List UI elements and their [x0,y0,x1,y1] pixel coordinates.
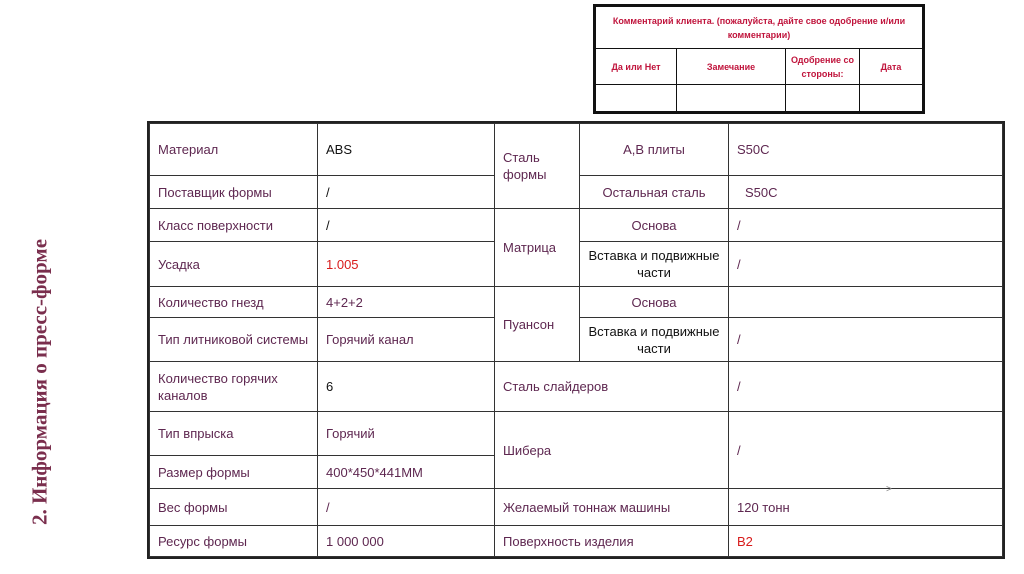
tonnage-label: Желаемый тоннаж машины [495,489,729,526]
other-steel-label: Остальная сталь [580,176,729,209]
mold-size-value: 400*450*441ММ [318,456,495,489]
punch-label: Пуансон [495,287,580,362]
mold-life-label: Ресурс формы [150,526,318,557]
ab-plates-value: S50C [729,124,1003,176]
matrix-base-value: / [729,209,1003,242]
surface-class-value: / [318,209,495,242]
col-approval: Одобрение со стороны: [786,49,860,85]
cell-approval-input[interactable] [786,85,860,112]
gates-label: Шибера [495,412,729,489]
surface-label: Поверхность изделия [495,526,729,557]
gates-value: / [729,412,1003,489]
mold-weight-label: Вес формы [150,489,318,526]
mold-life-value: 1 000 000 [318,526,495,557]
supplier-label: Поставщик формы [150,176,318,209]
arrow-mark-icon: ˃ [886,484,892,495]
surface-class-label: Класс поверхности [150,209,318,242]
material-value: ABS [318,124,495,176]
material-label: Материал [150,124,318,176]
hot-channels-label: Количество горячих каналов [150,362,318,412]
injection-type-value: Горячий [318,412,495,456]
tonnage-value: 120 тонн [729,489,1003,526]
supplier-value: / [318,176,495,209]
matrix-insert-label: Вставка и подвижные части [580,242,729,287]
matrix-base-label: Основа [580,209,729,242]
comment-header: Комментарий клиента. (пожалуйста, дайте свое одобрение и/или комментарии) [596,7,923,49]
cavities-value: 4+2+2 [318,287,495,318]
cavities-label: Количество гнезд [150,287,318,318]
cell-remark-input[interactable] [677,85,786,112]
matrix-insert-value: / [729,242,1003,287]
cell-date-input[interactable] [860,85,923,112]
slider-steel-value: / [729,362,1003,412]
hot-channels-value: 6 [318,362,495,412]
col-remark: Замечание [677,49,786,85]
injection-type-label: Тип впрыска [150,412,318,456]
punch-insert-label: Вставка и подвижные части [580,318,729,362]
punch-insert-value: / [729,318,1003,362]
cell-yes-no-input[interactable] [596,85,677,112]
slider-steel-label: Сталь слайдеров [495,362,729,412]
mold-weight-value: / [318,489,495,526]
surface-value: B2 [729,526,1003,557]
matrix-label: Матрица [495,209,580,287]
steel-forms-label: Сталь формы [495,124,580,209]
sidebar-title [8,232,72,532]
ab-plates-label: А,В плиты [580,124,729,176]
runner-type-label: Тип литниковой системы [150,318,318,362]
col-yes-no: Да или Нет [596,49,677,85]
shrinkage-value: 1.005 [318,242,495,287]
other-steel-value: S50C [729,176,1003,209]
punch-base-label: Основа [580,287,729,318]
mold-size-label: Размер формы [150,456,318,489]
punch-base-value [729,287,1003,318]
shrinkage-label: Усадка [150,242,318,287]
mold-info-table [147,121,1005,559]
client-comment-box [593,4,925,114]
runner-type-value: Горячий канал [318,318,495,362]
col-date: Дата [860,49,923,85]
sidebar-title-text: 2. Информация о пресс-форме [27,238,52,526]
